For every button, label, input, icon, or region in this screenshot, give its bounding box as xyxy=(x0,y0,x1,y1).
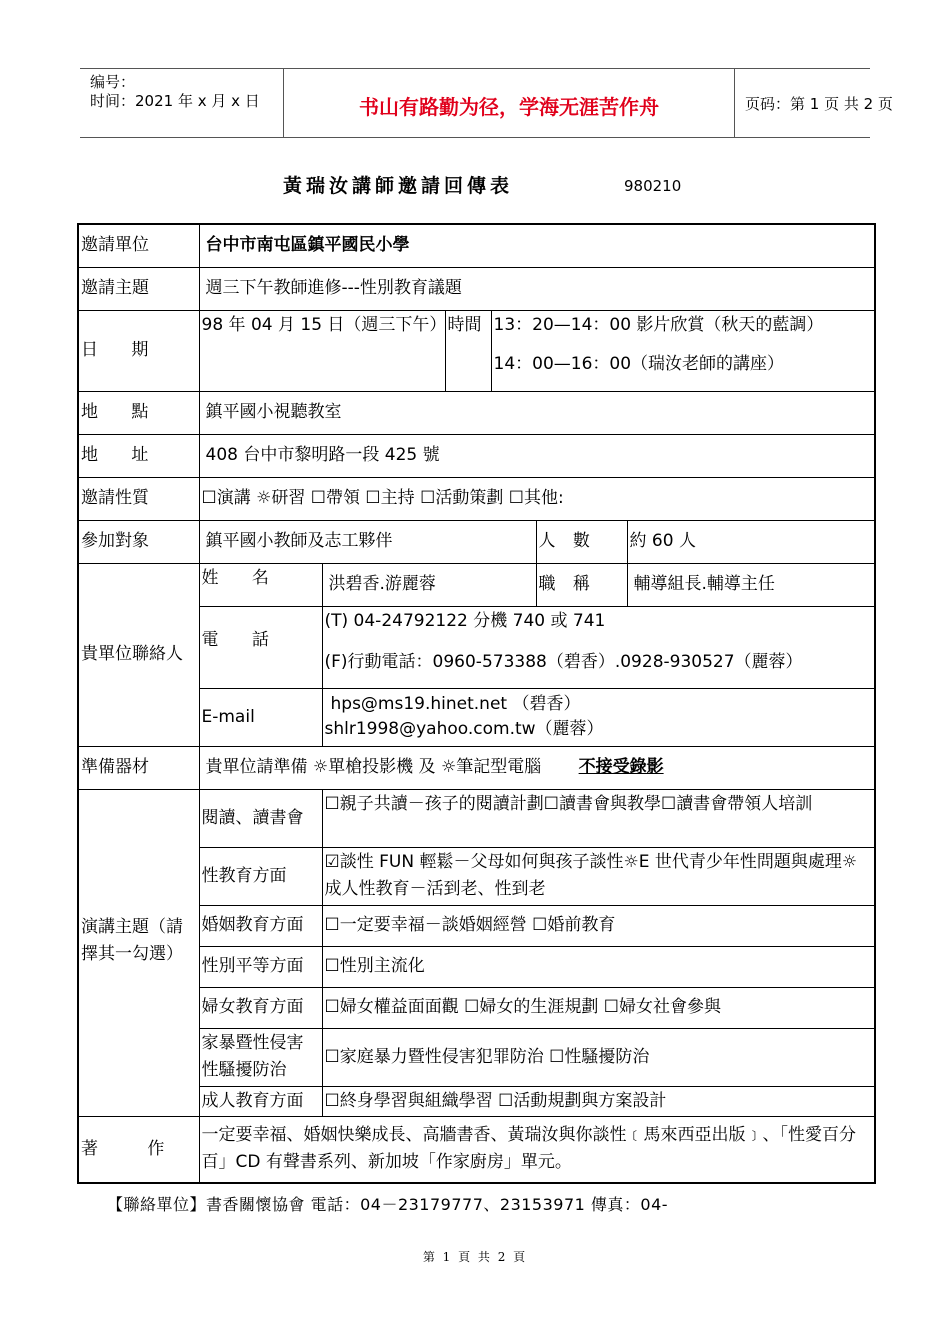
contact-name: 洪碧香.游麗蓉 xyxy=(322,563,536,606)
header-page-cell xyxy=(735,69,893,137)
header-meta xyxy=(80,69,283,137)
invitation-form xyxy=(77,223,876,1184)
time-slot-1: 13：20—14：00 影片欣賞（秋天的藍調） xyxy=(493,314,824,335)
no-recording-note: 不接受錄影 xyxy=(578,757,664,777)
audience-label: 參加對象 xyxy=(78,520,199,563)
lecture-options: ☐婦女權益面面觀 ☐婦女的生涯規劃 ☐婦女社會參與 xyxy=(322,987,875,1028)
lecture-category: 家暴暨性侵害性騷擾防治 xyxy=(199,1028,322,1086)
count-value: 約 60 人 xyxy=(627,520,875,563)
email-1: hps@ms19.hinet.net （碧香） xyxy=(330,694,581,714)
contact-phone-label: 電 話 xyxy=(199,606,322,688)
contact-title-label: 職 稱 xyxy=(536,563,627,606)
date-label: 日 期 xyxy=(78,310,199,391)
contact-email xyxy=(322,688,875,746)
equipment-cell xyxy=(199,746,875,789)
nature-options: ☐演講 ☼研習 ☐帶領 ☐主持 ☐活動策劃 ☐其他: xyxy=(199,477,875,520)
place-value: 鎮平國小視聽教室 xyxy=(199,391,875,434)
time-values xyxy=(491,310,875,391)
document-code: 980210 xyxy=(624,177,682,195)
contact-label: 貴單位聯絡人 xyxy=(78,563,199,746)
row-equipment xyxy=(78,746,875,789)
document-title: 黃瑞汝講師邀請回傳表 xyxy=(283,175,514,197)
lecture-row-reading xyxy=(78,789,875,847)
mobile-line: (F)行動電話：0960-573388（碧香）.0928-930527（麗蓉） xyxy=(324,651,803,672)
row-audience xyxy=(78,520,875,563)
lecture-category: 性教育方面 xyxy=(199,847,322,905)
nature-label: 邀請性質 xyxy=(78,477,199,520)
header-motto: 书山有路勤为径，学海无涯苦作舟 xyxy=(359,95,659,119)
page-header xyxy=(80,68,893,138)
lecture-options: ☐性別主流化 xyxy=(322,946,875,987)
time-label: 時間 xyxy=(445,310,491,391)
contact-footer: 【聯絡單位】書香關懷協會 電話：04－23179777、23153971 傳真：04- xyxy=(107,1195,669,1214)
lecture-label: 演講主題（請擇其一勾選） xyxy=(78,789,199,1116)
lecture-options: ☐家庭暴力暨性侵害犯罪防治 ☐性騷擾防治 xyxy=(322,1028,875,1086)
row-contact-name xyxy=(78,563,875,606)
topic-label: 邀請主題 xyxy=(78,267,199,310)
lecture-category: 閱讀、讀書會 xyxy=(199,789,322,847)
lecture-category: 性別平等方面 xyxy=(199,946,322,987)
topic-value: 週三下午教師進修---性別教育議題 xyxy=(199,267,875,310)
row-address xyxy=(78,434,875,477)
lecture-options: ☑談性 FUN 輕鬆－父母如何與孩子談性☼E 世代青少年性問題與處理☼成人性教育－活到老、性到老 xyxy=(322,847,875,905)
header-page-info: 页码：第 1 页 共 2 页 xyxy=(745,95,893,113)
header-motto-cell xyxy=(283,69,735,137)
place-label: 地 點 xyxy=(78,391,199,434)
row-nature xyxy=(78,477,875,520)
row-topic xyxy=(78,267,875,310)
row-place xyxy=(78,391,875,434)
address-label: 地 址 xyxy=(78,434,199,477)
lecture-options: ☐親子共讀－孩子的閱讀計劃☐讀書會與教學☐讀書會帶領人培訓 xyxy=(322,789,875,847)
address-value: 408 台中市黎明路一段 425 號 xyxy=(199,434,875,477)
contact-email-label: E-mail xyxy=(199,688,322,746)
works-label: 著 作 xyxy=(78,1116,199,1183)
header-number: 编号： xyxy=(90,73,136,91)
equipment-value: 貴單位請準備 ☼單槍投影機 及 ☼筆記型電腦 xyxy=(205,757,542,777)
time-slot-2: 14：00—16：00（瑞汝老師的講座） xyxy=(493,353,785,374)
row-unit xyxy=(78,224,875,267)
row-works xyxy=(78,1116,875,1183)
email-2: shlr1998@yahoo.com.tw（麗蓉） xyxy=(324,719,604,739)
contact-title: 輔導組長.輔導主任 xyxy=(627,563,875,606)
page-number: 第 1 頁 共 2 頁 xyxy=(422,1250,528,1264)
contact-name-label: 姓 名 xyxy=(199,563,322,606)
equipment-label: 準備器材 xyxy=(78,746,199,789)
works-value: 一定要幸福、婚姻快樂成長、高牆書香、黃瑞汝與你談性﹝馬來西亞出版﹞、「性愛百分百」CD 有聲書系列、新加坡「作家廚房」單元。 xyxy=(199,1116,875,1183)
unit-value: 台中市南屯區鎮平國民小學 xyxy=(199,224,875,267)
count-label: 人 數 xyxy=(536,520,627,563)
lecture-options: ☐終身學習與組織學習 ☐活動規劃與方案設計 xyxy=(322,1086,875,1116)
lecture-category: 婚姻教育方面 xyxy=(199,905,322,946)
audience-value: 鎮平國小教師及志工夥伴 xyxy=(199,520,536,563)
lecture-category: 成人教育方面 xyxy=(199,1086,322,1116)
header-time: 时间：2021 年 x 月 x 日 xyxy=(90,92,260,110)
contact-phone xyxy=(322,606,875,688)
row-date xyxy=(78,310,875,391)
unit-label: 邀請單位 xyxy=(78,224,199,267)
lecture-category: 婦女教育方面 xyxy=(199,987,322,1028)
phone-line: (T) 04-24792122 分機 740 或 741 xyxy=(324,610,606,631)
lecture-options: ☐一定要幸福－談婚姻經營 ☐婚前教育 xyxy=(322,905,875,946)
date-value: 98 年 04 月 15 日（週三下午） xyxy=(199,310,445,391)
